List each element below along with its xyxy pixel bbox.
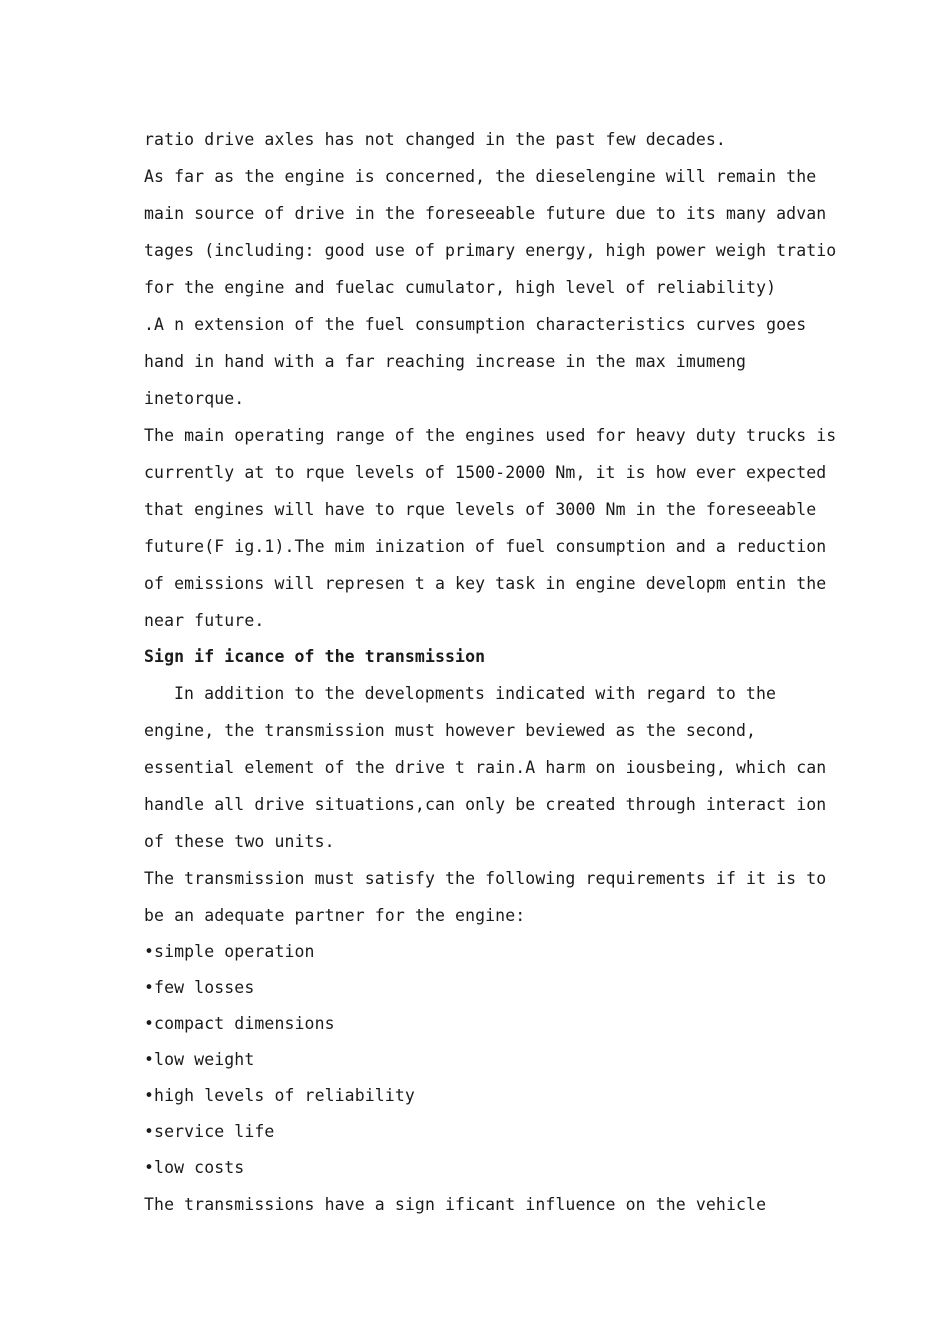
text-line: that engines will have to rque levels of 3000 Nm in the foreseeable (144, 500, 817, 519)
list-item: •low costs (144, 1158, 245, 1177)
list-item: •simple operation (144, 942, 315, 961)
paragraph-operating-range (144, 417, 837, 639)
text-line: handle all drive situations,can only be created through interact ion (144, 795, 827, 814)
text-line: of emissions will represen t a key task in engine developm entin the (144, 574, 827, 593)
list-item: •low weight (144, 1050, 255, 1069)
text-line: .A n extension of the fuel consumption characteristics curves goes (144, 315, 807, 334)
document-body (144, 121, 837, 1223)
section-heading: Sign if icance of the transmission (144, 647, 486, 666)
text-line: In addition to the developments indicated with regard to the (174, 684, 777, 703)
requirements-list (144, 934, 824, 1186)
list-item: •few losses (144, 978, 255, 997)
text-line: inetorque. (144, 389, 245, 408)
text-line: near future. (144, 611, 265, 630)
text-line: hand in hand with a far reaching increase in the max imumeng (144, 352, 747, 371)
text-line: The main operating range of the engines used for heavy duty trucks is (144, 426, 837, 445)
text-line: ratio drive axles has not changed in the past few decades. (144, 130, 726, 149)
list-item: •high levels of reliability (144, 1086, 415, 1105)
text-line: essential element of the drive t rain.A harm on iousbeing, which can (144, 758, 827, 777)
text-line: tages (including: good use of primary energy, high power weigh tratio (144, 241, 837, 260)
text-line: for the engine and fuelac cumulator, high level of reliability) (144, 278, 777, 297)
text-line: As far as the engine is concerned, the dieselengine will remain the (144, 167, 817, 186)
list-item: •compact dimensions (144, 1014, 335, 1033)
paragraph-requirements (144, 860, 827, 934)
text-line: The transmissions have a sign ificant influence on the vehicle (144, 1195, 767, 1214)
text-line: be an adequate partner for the engine: (144, 906, 526, 925)
text-line: engine, the transmission must however beviewed as the second, (144, 721, 757, 740)
paragraph-engine (144, 158, 837, 417)
text-line: currently at to rque levels of 1500-2000 Nm, it is how ever expected (144, 463, 827, 482)
text-line: main source of drive in the foreseeable future due to its many advan (144, 204, 827, 223)
text-line: The transmission must satisfy the following requirements if it is to (144, 869, 827, 888)
list-item: •service life (144, 1122, 275, 1141)
paragraph-transmission (144, 675, 827, 860)
text-line: of these two units. (144, 832, 335, 851)
text-line: future(F ig.1).The mim inization of fuel consumption and a reduction (144, 537, 827, 556)
